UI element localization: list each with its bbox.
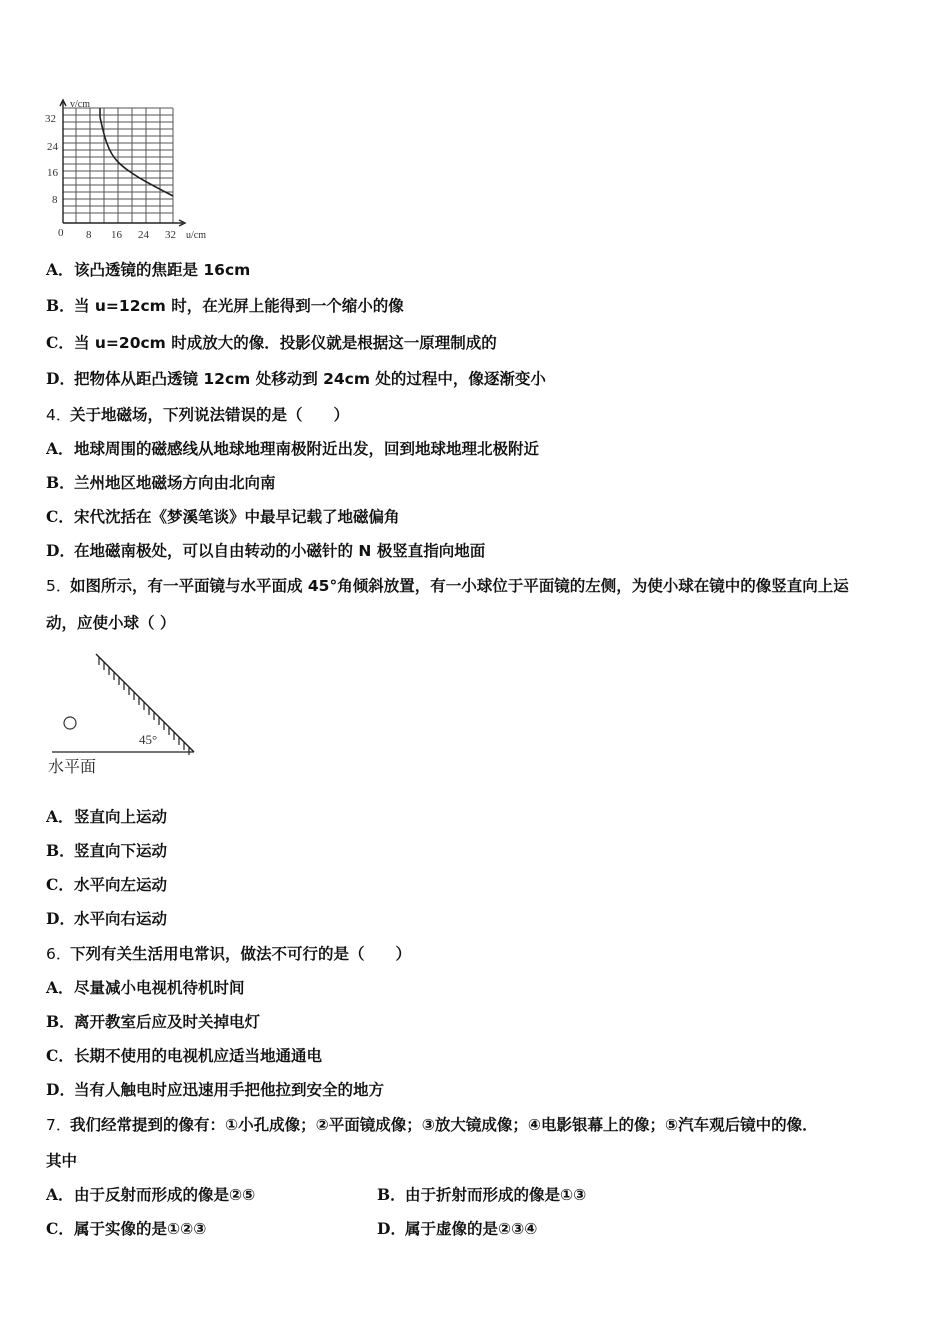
- option-text: 尽量减小电视机待机时间: [74, 979, 245, 997]
- option-label: D．: [46, 541, 75, 560]
- q7-option-a: [46, 1185, 255, 1205]
- option-label: C．: [46, 875, 74, 894]
- option-label: A．: [46, 807, 74, 826]
- option-label: D．: [46, 909, 75, 928]
- graph-y-tick-32: 32: [45, 113, 56, 125]
- option-label: B．: [46, 1012, 75, 1031]
- q7-stem-line2: [46, 1151, 77, 1171]
- angle-label: 45°: [139, 732, 158, 747]
- question-text: 我们经常提到的像有：①小孔成像；②平面镜成像；③放大镜成像；④电影银幕上的像；⑤汽车观后镜中的像．: [70, 1116, 818, 1134]
- q4-option-b: [46, 473, 276, 493]
- q5-option-b: [46, 841, 167, 861]
- option-label: C．: [46, 1046, 74, 1065]
- option-text: 竖直向下运动: [74, 842, 168, 860]
- option-text: 属于虚像的是②③④: [405, 1220, 538, 1238]
- q6-option-c: [46, 1046, 322, 1066]
- graph-x-label: u/cm: [186, 230, 206, 241]
- graph-axes: [60, 100, 185, 226]
- q3-option-b: [46, 296, 404, 316]
- graph-x-tick-24: 24: [138, 229, 149, 241]
- option-text: 由于反射而形成的像是②⑤: [74, 1186, 256, 1204]
- q6-option-d: [46, 1080, 384, 1100]
- q7-option-b: [377, 1185, 586, 1205]
- q5-option-a: [46, 807, 167, 827]
- option-text: 当 u=20cm 时成放大的像．投影仪就是根据这一原理制成的: [74, 334, 497, 352]
- question-text: 关于地磁场，下列说法错误的是（ ）: [70, 406, 350, 424]
- question-text: 如图所示，有一平面镜与水平面成 45°角倾斜放置，有一小球位于平面镜的左侧，为使小球在镜中的像竖直向上运: [70, 577, 849, 595]
- q4-option-d: [46, 541, 485, 561]
- option-text: 水平向右运动: [74, 910, 168, 928]
- option-label: B．: [46, 841, 75, 860]
- q5-option-d: [46, 909, 167, 929]
- graph-x-tick-32: 32: [165, 229, 176, 241]
- question-text: 下列有关生活用电常识，做法不可行的是（ ）: [70, 945, 412, 963]
- option-text: 当 u=12cm 时，在光屏上能得到一个缩小的像: [74, 297, 404, 315]
- option-label: A．: [46, 978, 74, 997]
- q5-option-c: [46, 875, 167, 895]
- graph-y-tick-16: 16: [47, 167, 58, 179]
- question-number: 6．: [46, 945, 72, 963]
- option-text: 该凸透镜的焦距是 16cm: [74, 261, 251, 279]
- option-text: 当有人触电时应迅速用手把他拉到安全的地方: [74, 1081, 385, 1099]
- option-text: 离开教室后应及时关掉电灯: [74, 1013, 261, 1031]
- q7-option-c: [46, 1219, 206, 1239]
- option-text: 竖直向上运动: [74, 808, 168, 826]
- option-text: 兰州地区地磁场方向由北向南: [74, 474, 276, 492]
- question-text: 其中: [46, 1152, 78, 1170]
- q3-option-c: [46, 333, 497, 353]
- graph-origin: 0: [58, 227, 64, 239]
- q3-option-d: [46, 369, 546, 389]
- graph-x-tick-16: 16: [111, 229, 122, 241]
- option-text: 把物体从距凸透镜 12cm 处移动到 24cm 处的过程中，像逐渐变小: [74, 370, 546, 388]
- option-label: D．: [377, 1219, 406, 1238]
- q6-option-b: [46, 1012, 260, 1032]
- option-text: 属于实像的是①②③: [74, 1220, 207, 1238]
- ground-label: 水平面: [48, 757, 97, 776]
- option-label: B．: [46, 296, 75, 315]
- option-text: 地球周围的磁感线从地球地理南极附近出发，回到地球地理北极附近: [74, 440, 540, 458]
- option-label: D．: [46, 1080, 75, 1099]
- lens-graph: [40, 96, 230, 244]
- option-label: B．: [377, 1185, 406, 1204]
- option-label: A．: [46, 439, 74, 458]
- option-label: B．: [46, 473, 75, 492]
- question-number: 4．: [46, 406, 72, 424]
- mirror-figure: [44, 648, 204, 778]
- q4-option-c: [46, 507, 400, 527]
- q4-stem: [46, 405, 349, 425]
- q6-stem: [46, 944, 411, 964]
- graph-y-tick-8: 8: [52, 194, 58, 206]
- option-label: C．: [46, 1219, 74, 1238]
- option-text: 在地磁南极处，可以自由转动的小磁针的 N 极竖直指向地面: [74, 542, 486, 560]
- question-number: 7．: [46, 1116, 72, 1134]
- q3-option-a: [46, 260, 250, 280]
- q4-option-a: [46, 439, 539, 459]
- option-label: C．: [46, 333, 74, 352]
- ball-icon: [64, 717, 76, 729]
- option-label: A．: [46, 260, 74, 279]
- option-text: 由于折射而形成的像是①③: [405, 1186, 587, 1204]
- graph-y-label: v/cm: [70, 99, 90, 110]
- graph-grid: [63, 108, 173, 223]
- q5-stem-line2: [46, 613, 175, 633]
- option-label: A．: [46, 1185, 74, 1204]
- question-number: 5．: [46, 577, 72, 595]
- graph-x-tick-8: 8: [86, 229, 92, 241]
- option-text: 宋代沈括在《梦溪笔谈》中最早记载了地磁偏角: [74, 508, 400, 526]
- option-text: 水平向左运动: [74, 876, 168, 894]
- q6-option-a: [46, 978, 245, 998]
- q7-option-d: [377, 1219, 537, 1239]
- option-label: C．: [46, 507, 74, 526]
- option-label: D．: [46, 369, 75, 388]
- question-text: 动，应使小球（ ）: [46, 614, 176, 632]
- q7-stem-line1: [46, 1115, 818, 1135]
- graph-y-tick-24: 24: [47, 141, 58, 153]
- option-text: 长期不使用的电视机应适当地通通电: [74, 1047, 323, 1065]
- q5-stem-line1: [46, 576, 849, 596]
